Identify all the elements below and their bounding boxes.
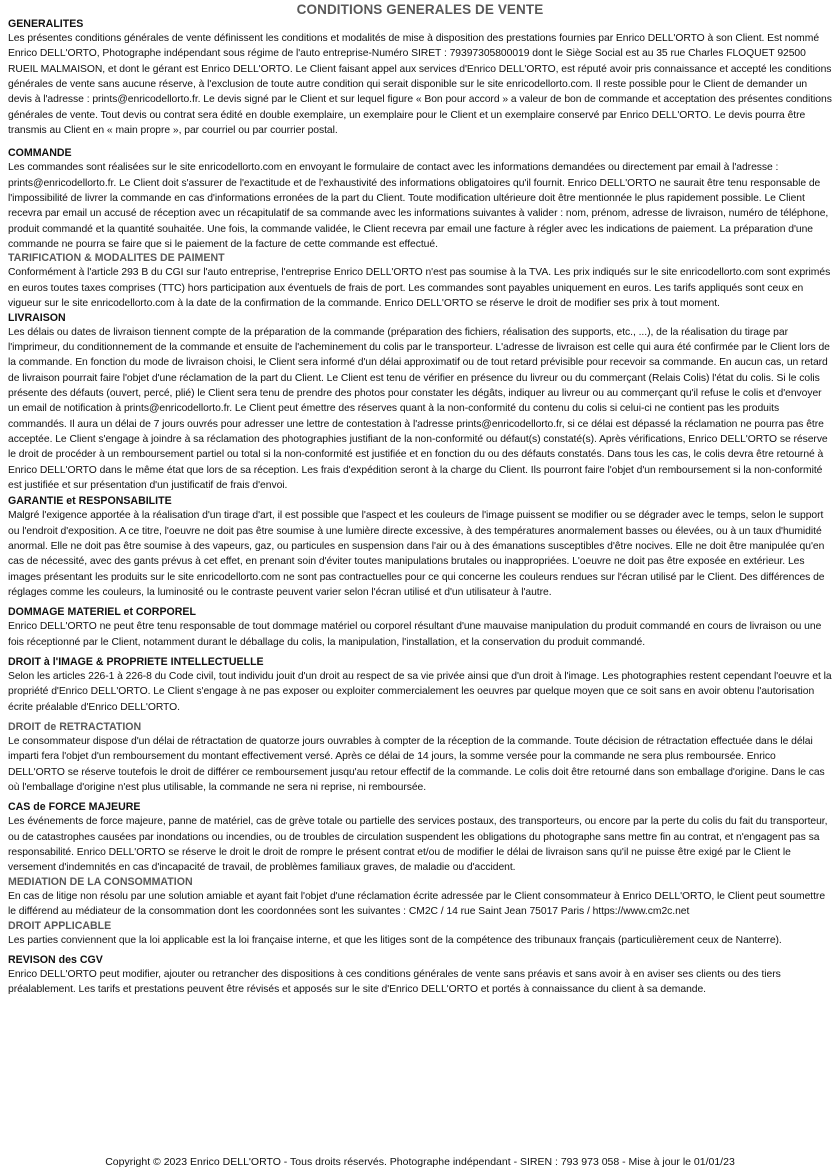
section-heading: DROIT de RETRACTATION: [8, 721, 142, 734]
section-body: Enrico DELL'ORTO peut modifier, ajouter ou retrancher des dispositions à ces conditions générales de vente sans préavis et sans avoir à en aviser ses clients ou des tiers préalablement. Les tarifs et prestations peuvent être révisés et apposés sur le site d'Enrico DELL'ORTO et portés à connaissance du client à sa demande.: [8, 968, 781, 996]
section-force-majeure: [8, 801, 832, 875]
section-heading: DOMMAGE MATERIEL et CORPOREL: [8, 606, 196, 619]
section-mediation: [8, 876, 832, 920]
section-heading: TARIFICATION & MODALITES DE PAIMENT: [8, 252, 225, 265]
section-body: Les délais ou dates de livraison tiennent compte de la préparation de la commande (préparation des fichiers, réalisation des supports, etc., ...), de la réalisation du tirage par l'imprimeur, du conditionnement de la commande et ensuite de l'acheminement du colis par le transporteur. L'adresse de livraison est celle qui aura été confirmée par le Client lors de la commande. En fonction du mode de livraison choisi, le Client sera informé d'un délai approximatif ou de tout retard prévisible pour recevoir sa commande. En aucun cas, un retard de livraison pourrait faire l'objet d'une réclamation de la part du Client. Le Client est tenu de vérifier en présence du livreur ou du commerçant (Relais Colis) l'état du colis. Si le colis présente des défauts (ouvert, percé, plié) le Client sera tenu de prendre des photos pour constater les dégâts, indiquer au livreur ou au commerçant qu'il refuse le colis et d'envoyer un email de notification à prints@enricodellorto.fr. Le Client peut émettre des réserves quant à la non-conformité du contenu du colis si celui-ci ne contient pas les produits commandés. Il aura un délai de 7 jours ouvrés pour adresser une lettre de contestation à l'adresse prints@enricodellorto.fr, si ce délai est dépassé la réclamation ne pourra pas être acceptée. Le Client s'engage à joindre à sa réclamation des photographies justifiant de la non-conformité ou défaut(s) constaté(s). Après vérifications, Enrico DELL'ORTO se réserve le droit de procéder à un remboursement partiel ou total si la non-conformité est justifiée et en fonction du ou des défauts constatés. Dans tous les cas, le colis devra être retourné à Enrico DELL'ORTO dans le même état que lors de sa réception. Les frais d'expédition seront à la charge du Client. Ils pourront faire l'objet d'un remboursement si la non-conformité est justifiée et sur présentation d'un justificatif de frais d'envoi.: [8, 326, 830, 491]
section-heading: REVISON des CGV: [8, 953, 103, 966]
section-tarification: [8, 252, 832, 311]
section-heading: MEDIATION DE LA CONSOMMATION: [8, 875, 193, 888]
section-dommage: [8, 606, 832, 650]
section-body: Le consommateur dispose d'un délai de rétractation de quatorze jours ouvrables à compter de la réception de la commande. Toute décision de rétractation effectuée dans le délai imparti fera l'objet d'un remboursement du montant effectivement versé. Après ce délai de 14 jours, la somme versée pour la commande ne sera plus remboursée. Enrico DELL'ORTO se réserve toutefois le droit de différer ce remboursement jusqu'au retour effectif de la commande. Le colis doit être retourné dans son emballage d'origine. Dans le cas où l'emballage d'origine n'est plus utilisable, la commande ne sera ni reprise, ni remboursée.: [8, 736, 825, 794]
document-title: CONDITIONS GENERALES DE VENTE: [296, 2, 544, 17]
section-heading: COMMANDE: [8, 147, 72, 160]
section-body: Malgré l'exigence apportée à la réalisation d'un tirage d'art, il est possible que l'aspect et les couleurs de l'image puissent se modifier ou se dégrader avec le temps, selon le support ou l'endroit d'exposition. A ce titre, l'oeuvre ne doit pas être soumise à une lumière directe excessive, à des températures anormalement basses ou élevées, ou à un taux d'humidité anormal. Elle ne doit pas être soumise à des vapeurs, gaz, ou particules en suspension dans l'air ou à des émanations susceptibles d'être nocives. Elle ne doit être manipulée qu'en cas de nécessité, avec des gants prévus à cet effet, en prenant soin d'éviter toutes manipulations brutales ou inappropriées. L'oeuvre ne doit pas être exposée en extérieur. Les images présentant les produits sur le site enricodellorto.com ne sont pas contractuelles pour ce qui concerne les couleurs rendues sur l'écran utilisé par le Client. Des différences de réglages comme les couleurs, la luminosité ou le contraste peuvent varier selon l'écran utilisé et d'un utilisateur à l'autre.: [8, 510, 825, 598]
section-body: Les commandes sont réalisées sur le site enricodellorto.com en envoyant le formulaire de contact avec les informations demandées ou directement par email à l'adresse : prints@enricodellorto.fr. Le Client doit s'assurer de l'exactitude et de l'exhaustivité des informations obligatoires qu'il fournit. Enrico DELL'ORTO ne saurait être tenu responsable de l'impossibilité de livrer la commande en cas d'informations erronées de la part du Client. Toute modification ultérieure doit être mentionnée le plus rapidement possible. Le Client recevra par email un accusé de réception avec un récapitulatif de sa commande avec les informations suivantes à valider : nom, prénom, adresse de livraison, numéro de téléphone, produit commandé et la quantité souhaitée. Une fois, la commande validée, le Client recevra par email une facture à régler avec les indications de paiement. La préparation d'une commande ne pourra se faire que si le paiement de la facture de cette commande est effectué.: [8, 162, 829, 251]
section-body: Conformément à l'article 293 B du CGI sur l'auto entreprise, l'entreprise Enrico DELL'ORTO n'est pas soumise à la TVA. Les prix indiqués sur le site enricodellorto.com sont exprimés en euros toutes taxes comprises (TTC) hors participation aux éventuels de frais de port. Les commandes sont payables uniquement en euros. Les tarifs appliqués sont ceux en vigueur sur le site enricodellorto.com à la date de la confirmation de la commande. Enrico DELL'ORTO se réserve le droit de modifier ses prix à tout moment.: [8, 267, 831, 310]
section-revision: [8, 954, 832, 998]
section-heading: DROIT à l'IMAGE & PROPRIETE INTELLECTUELLE: [8, 656, 264, 669]
section-commande: [8, 147, 832, 252]
section-body: Les événements de force majeure, panne de matériel, cas de grève totale ou partielle des services postaux, des transporteurs, ou encore par la perte du colis du fait du transporteur, ou de catastrophes causées par inondations ou incendies, ou de troubles de circulation suspendent les obligations du photographe sans mettre fin au contrat, et n'engagent pas sa responsabilité. Enrico DELL'ORTO se réserve le droit le droit de rompre le présent contrat et/ou de modifier le délai de livraison sans qu'il ne puisse être exigé par le Client le versement d'indemnités en cas d'incapacité de travail, de problèmes familiaux graves, de maladie ou d'accident.: [8, 816, 828, 874]
section-droit-image: [8, 656, 832, 715]
section-droit-applicable: [8, 920, 832, 948]
section-retractation: [8, 721, 832, 795]
section-heading: DROIT APPLICABLE: [8, 919, 112, 932]
section-heading: GENERALITES: [8, 18, 84, 30]
section-body: Enrico DELL'ORTO ne peut être tenu responsable de tout dommage matériel ou corporel résultant d'une mauvaise manipulation du produit commandé en cours de livraison ou une fois réceptionné par le Client, notamment durant le déballage du colis, la manipulation, l'installation, et la conservation du produit commandé.: [8, 621, 822, 648]
section-heading: GARANTIE et RESPONSABILITE: [8, 495, 172, 508]
copyright-footer: Copyright © 2023 Enrico DELL'ORTO - Tous droits réservés. Photographe indépendant - SIREN : 793 973 058 - Mise à jour le 01/01/23: [105, 1156, 735, 1168]
section-body: En cas de litige non résolu par une solution amiable et ayant fait l'objet d'une réclamation écrite adressée par le Client consommateur à Enrico DELL'ORTO, le Client peut soumettre le différend au médiateur de la consommation dont les coordonnées sont les suivantes : CM2C / 14 rue Saint Jean 75017 Paris / https://www.cm2c.net: [8, 890, 826, 918]
section-heading: CAS de FORCE MAJEURE: [8, 801, 141, 814]
section-garantie: [8, 495, 832, 600]
section-generalites: [8, 18, 832, 138]
section-body: Les présentes conditions générales de vente définissent les conditions et modalités de mise à disposition des prestations fournies par Enrico DELL'ORTO à son Client. Est nommé Enrico DELL'ORTO, Photographe indépendant sous régime de l'auto entreprise-Numéro SIRET : 79397305800019 dont le Siège Social est au 35 rue Charles FLOQUET 92500 RUEIL MALMAISON, et dont le gérant est Enrico DELL'ORTO. Le Client faisant appel aux services d'Enrico DELL'ORTO, est réputé avoir pris connaissance et accepté les conditions générales de vente sans aucune réserve, à l'exclusion de toute autre condition qui serait disponible sur le site enricodellorto.com. Il reste possible pour le Client de demander un devis à l'adresse : prints@enricodellorto.fr. Le devis signé par le Client et sur lequel figure « Bon pour accord » a valeur de bon de commande et acceptation des présentes conditions générales de vente. Tout devis ou contrat sera édité en double exemplaire, un exemplaire pour le Client et un exemplaire conservé par Enrico DELL'ORTO. Le devis pourra être transmis au Client en « main propre », par courriel ou par courrier postal.: [8, 33, 832, 137]
section-body: Selon les articles 226-1 à 226-8 du Code civil, tout individu jouit d'un droit au respect de sa vie privée ainsi que d'un droit à l'image. Les photographies restent cependant l'oeuvre et la propriété d'Enrico DELL'ORTO. Le Client s'engage à ne pas exposer ou exploiter commercialement les oeuvres par quelque moyen que ce soit sans en avoir obtenu l'autorisation écrite préalable d'Enrico DELL'ORTO.: [8, 671, 832, 713]
section-body: Les parties conviennent que la loi applicable est la loi française interne, et que les litiges sont de la compétence des tribunaux français (particulièrement ceux de Nanterre).: [8, 934, 782, 946]
section-heading: LIVRAISON: [8, 311, 66, 324]
section-livraison: [8, 312, 832, 494]
